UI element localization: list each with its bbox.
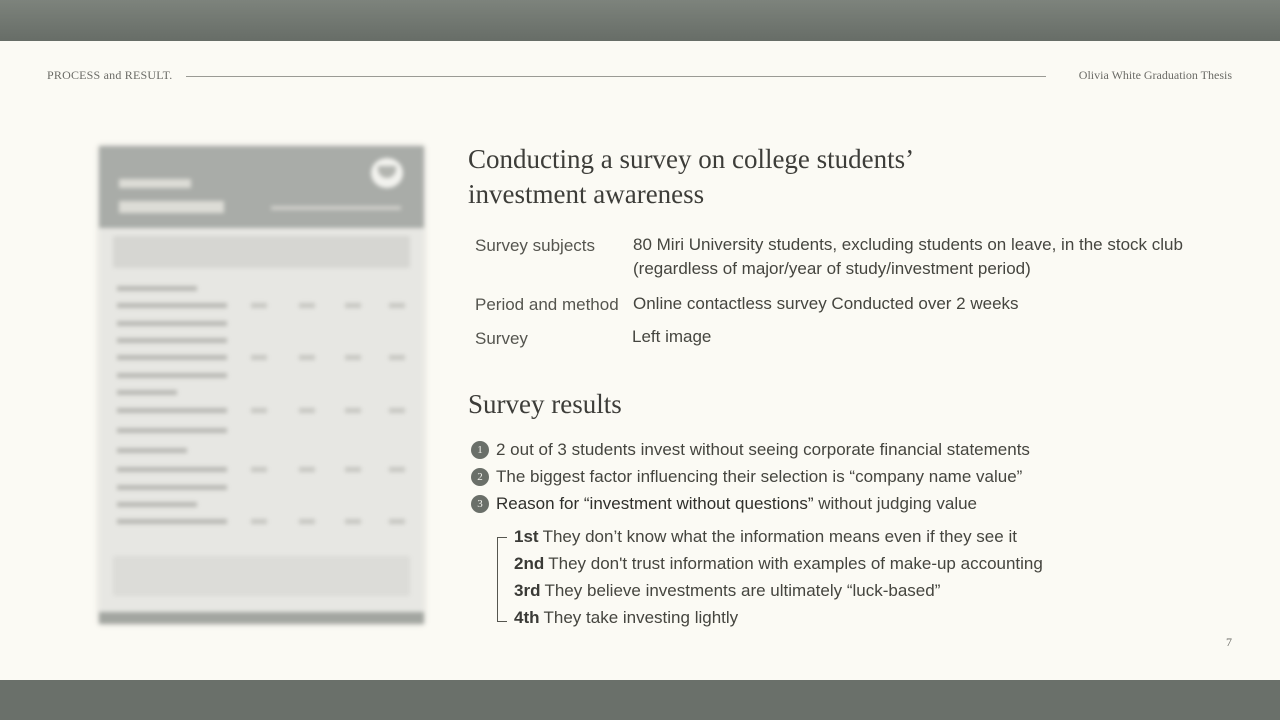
doc-text-line (117, 355, 227, 360)
result-item (471, 493, 977, 515)
doc-text-line (117, 448, 187, 453)
number-badge-icon: 1 (471, 441, 489, 459)
doc-cell (345, 303, 361, 308)
doc-text-line (117, 502, 197, 507)
section-title-line: investment awareness (468, 179, 705, 209)
result-text: without judging value (813, 494, 978, 513)
doc-cell (389, 519, 405, 524)
reason-rank: 1st (514, 527, 539, 546)
reason-text: They believe investments are ultimately “luck-based” (544, 581, 941, 600)
reason-text: They don’t know what the information means even if they see it (542, 527, 1017, 546)
reasons-bracket (497, 537, 508, 622)
doc-text-line (117, 467, 227, 472)
info-value-period: Online contactless survey Conducted over 2 weeks (633, 294, 1019, 313)
doc-cell (251, 303, 267, 308)
doc-text-line (117, 485, 227, 490)
number-badge-icon: 3 (471, 495, 489, 513)
doc-text-line (117, 286, 197, 291)
doc-cell (389, 408, 405, 413)
doc-text-line (117, 303, 227, 308)
result-item (471, 466, 1022, 488)
doc-cell (389, 467, 405, 472)
results-title: Survey results (468, 389, 622, 419)
page-number: 7 (1226, 635, 1232, 649)
doc-cell (389, 303, 405, 308)
header-section-label: PROCESS and RESULT. (47, 68, 173, 82)
info-label-subjects: Survey subjects (475, 236, 595, 255)
reason-text: They don't trust information with examples of make-up accounting (548, 554, 1043, 573)
doc-text-line (117, 390, 177, 395)
info-label-period: Period and method (475, 295, 619, 314)
doc-title-block (119, 179, 191, 188)
doc-cell (345, 408, 361, 413)
doc-text-line (117, 338, 227, 343)
result-text: 2 out of 3 students invest without seeing corporate financial statements (496, 440, 1030, 459)
doc-text-line (117, 428, 227, 433)
result-item (471, 439, 1030, 461)
doc-cell (251, 408, 267, 413)
reason-item (514, 554, 1043, 574)
doc-cell (389, 355, 405, 360)
doc-bottom-band (99, 612, 424, 624)
doc-text-line (117, 373, 227, 378)
doc-cell (345, 467, 361, 472)
reason-rank: 4th (514, 608, 540, 627)
reason-item (514, 527, 1017, 547)
result-text: The biggest factor influencing their selection is “company name value” (496, 467, 1023, 486)
reason-item (514, 581, 940, 601)
reason-rank: 2nd (514, 554, 545, 573)
doc-info-box (113, 236, 410, 268)
doc-cell (299, 519, 315, 524)
info-value-line: 80 Miri University students, excluding students on leave, in the stock club (633, 235, 1183, 254)
doc-footer-box (113, 556, 410, 596)
header-thesis-label: Olivia White Graduation Thesis (1078, 68, 1232, 82)
number-badge-icon: 2 (471, 468, 489, 486)
survey-document-image (99, 146, 424, 624)
doc-text-line (117, 408, 227, 413)
doc-text-line (117, 321, 227, 326)
reason-item (514, 608, 738, 628)
doc-cell (299, 303, 315, 308)
top-frame-bar (0, 0, 1280, 41)
header-divider (186, 76, 1046, 77)
section-title (468, 142, 1088, 212)
reason-text: They take investing lightly (543, 608, 739, 627)
doc-subtitle-block (271, 206, 401, 210)
info-value-subjects (633, 233, 1233, 281)
doc-cell (345, 519, 361, 524)
info-value-survey: Left image (632, 327, 712, 346)
doc-cell (251, 355, 267, 360)
slide (0, 41, 1280, 680)
doc-cell (345, 355, 361, 360)
doc-cell (251, 519, 267, 524)
doc-cell (299, 467, 315, 472)
info-label-survey: Survey (475, 329, 528, 348)
reason-rank: 3rd (514, 581, 541, 600)
doc-title-block (119, 201, 224, 213)
bottom-frame-bar (0, 680, 1280, 720)
result-text-strong: Reason for “investment without questions” (496, 494, 814, 513)
doc-text-line (117, 519, 227, 524)
info-value-line: (regardless of major/year of study/investment period) (633, 259, 1031, 278)
doc-cell (251, 467, 267, 472)
doc-cell (299, 408, 315, 413)
section-title-line: Conducting a survey on college students’ (468, 144, 915, 174)
doc-cell (299, 355, 315, 360)
